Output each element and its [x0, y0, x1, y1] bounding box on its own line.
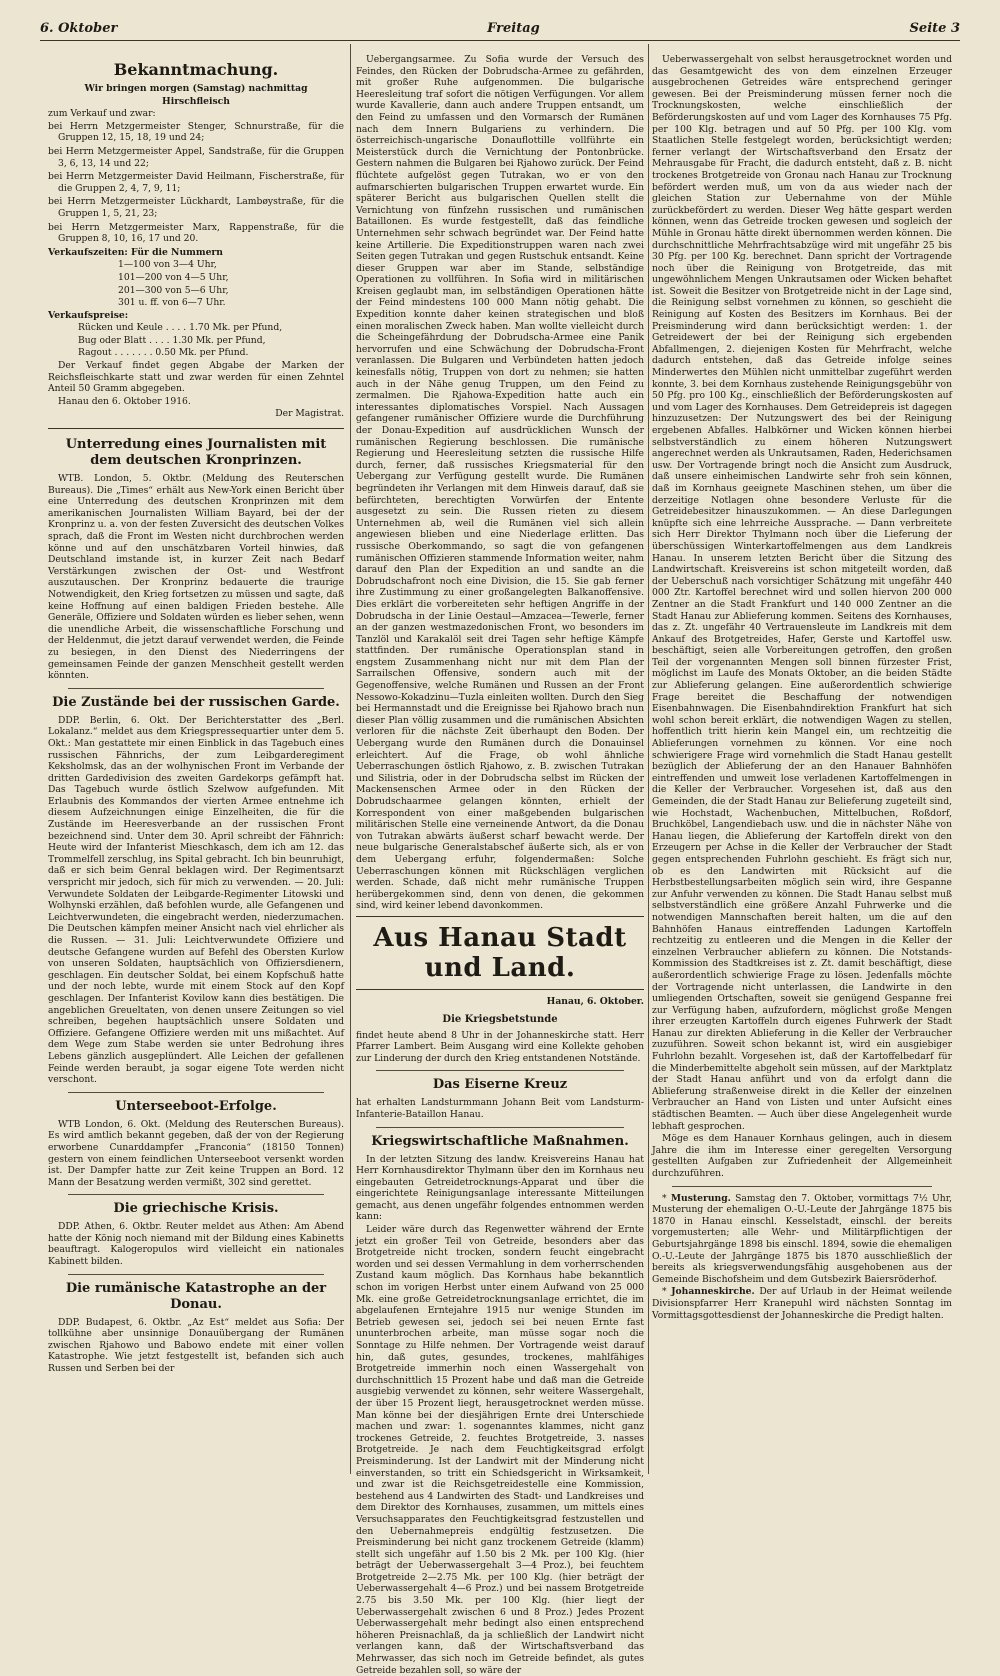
notice-signature: Der Magistrat. [275, 408, 344, 420]
notice-item-text: Der auf Urlaub in der Heimat weilende Divisionspfarrer Herr Kranepuhl wird nächsten Sonntag im Vormittagsgottesdienst der Johanneskirche die Predigt halten. [652, 1286, 952, 1321]
article-closing: Möge es dem Hanauer Kornhaus gelingen, auch in diesem Jahre die ihm im Interesse einer geregelten Versorgung gestellten Aufgaben zur Zufriedenheit der Allgemeinheit durchzuführen. [652, 1133, 952, 1179]
notice-lead: Wir bringen morgen (Samstag) nachmittag [84, 83, 308, 94]
article-body: findet heute abend 8 Uhr in der Johanneskirche statt. Herr Pfarrer Lambert. Beim Ausgang wird eine Kollekte gehoben zur Linderung der durch den Krieg entstandenen Notstände. [356, 1029, 644, 1064]
notice-date: Hanau den 6. Oktober 1916. [58, 395, 191, 407]
section-divider [68, 688, 324, 689]
notice-title: Bekanntmachung. [113, 60, 279, 79]
article-body: In der letzten Sitzung des landw. Kreisvereins Hanau hat Herr Kornhausdirektor Thylmann über den im Kornhaus neu eingebauten Getreidetrocknungs-Apparat und über die eingerichtete Reinigungsanlage interessante Mitteilungen gemacht, aus denen ungefähr folgendes entnommen werden kann: [356, 1153, 644, 1223]
price-line: Bug oder Blatt . . . . 1.30 Mk. per Pfund, [78, 334, 266, 346]
article-title: Die rumänische Katastrophe an der Donau. [65, 1280, 327, 1312]
notice-item-text: Samstag den 7. Oktober, vormittags 7½ Uhr, Musterung der ehemaligen O.-U.-Leute der Jahrgänge 1875 bis 1870 in Hanau einschl. Kesselstadt, einschl. der bereits vorgemusterten; alle Wehr- und Militärpflichtigen der Geburtsjahrgänge 1898 bis einschl. 1894, sowie die ehemaligen O.-U.-Leute der Jahrgänge 1875 bis 1870 ausschließlich der bereits als kriegsverwendungsfähig ausgehobenen aus der Gemeinde Bischofsheim und dem Gutsbezirk Baiersröderhof. [652, 1192, 953, 1285]
article-body: WTB. London, 5. Oktbr. (Meldung des Reuterschen Bureaus). Die „Times“ erhält aus New-York einen Bericht über eine Unterredung des deutschen Kronprinzen mit dem amerikanischen Journalisten William Bayard, bei der der Kronprinz u. a. von der festen Zuversicht des deutschen Volkes sprach, daß die Front im Westen nicht durchbrochen werden könne und auf den unschätzbaren Vorteil hinwies, daß Deutschland imstande ist, in kurzer Zeit nach Bedarf Verstärkungen zwischen der Ost- und Westfront auszutauschen. Der Kronprinz bedauerte die traurige Notwendigkeit, den Krieg fortsetzen zu müssen und sagte, daß keine Hoffnung auf einen baldigen Frieden bestehe. Alle Generäle, Offiziere und Soldaten würden es lieber sehen, wenn die unendliche Arbeit, die wissenschaftliche Forschung und der Heldenmut, die jetzt darauf verwendet werden, die Feinde zu besiegen, in den Dienst des Niederringens der gemeinsamen Feinde der ganzen Menschheit gestellt werden könnten. [48, 473, 344, 682]
notice-closing: Der Verkauf findet gegen Abgabe der Marken der Reichsfleischkarte statt und zwar werden für einen Zehntel Anteil 50 Gramm abgegeben. [48, 360, 344, 395]
seller-entry: bei Herrn Metzgermeister David Heilmann, Fischerstraße, für die Gruppen 2, 4, 7, 9, 11; [48, 171, 344, 194]
notice-intro: zum Verkauf und zwar: [48, 108, 156, 120]
seller-entry: bei Herrn Metzgermeister Marx, Rappenstraße, für die Gruppen 8, 10, 16, 17 und 20. [48, 221, 344, 245]
article-body: DDP. Athen, 6. Oktbr. Reuter meldet aus Athen: Am Abend hatte der König noch niemand mit der Bildung eines Kabinetts beauftragt. Kalogeropulos wird vielleicht ein nationales Kabinett bilden. [48, 1221, 344, 1268]
header-rule [40, 40, 960, 41]
column-3 [652, 54, 952, 1474]
section-divider [48, 428, 344, 429]
notice-item: * Johanneskirche. Der auf Urlaub in der Heimat weilende Divisionspfarrer Herr Kranepuhl wird nächsten Sonntag im Vormittagsgottesdienst der Johanneskirche die Predigt halten. [652, 1286, 952, 1321]
article-continuation: Ueberwassergehalt von selbst herausgetrocknet worden und das Gesamtgewicht des von dem einzelnen Erzeuger ausgebrochenen Getreides wäre entsprechend geringer gewesen. Bei der Preisminderung müssen ferner noch die Trocknungskosten, welche einschließlich der Beförderungskosten auf und vom Lager des Kornhauses 75 Pfg. per 100 Klg. betragen und auf 50 Pfg. per 100 Klg. vom Staatlichen Stelle festgelegt worden, berücksichtigt werden; ferner verlangt der Wirtschaftsverband den Ersatz der Mehrausgabe für Fracht, die dadurch entsteht, daß z. B. nicht trockenes Brotgetreide von Gronau nach Hanau zur Trocknung befördert werden muß, um von da aus wieder nach der gleichen Station zur Uebernahme von der Mühle zurückbefördert zu werden. Dieser Weg hätte gespart werden können, wenn das Getreide trocken gewesen und sogleich der Mühle in Gronau hätte direkt übernommen werden können. Die durchschnittliche Mehrfrachtsabzüge wird mit ungefähr 25 bis 30 Pfg. per 100 Kg. berechnet. Dann spricht der Vortragende noch über die Reinigung von Brotgetreide, das mit ungewöhnlichem Mengen Unkrautsamen oder Wicken behaftet ist. Soweit die Besitzer von Brotgetreide nicht in der Lage sind, die Reinigung selbst vornehmen zu können, so geschieht die Reinigung auf Kosten des Besitzers im Kornhaus. Bei der Preisminderung wird dann berücksichtigt werden: 1. der Getreidewert der bei der Reinigung sich ergebenden Abfallmengen, 2. diejenigen Kosten für Mehrfracht, welche dadurch entstehen, daß das Getreide infolge seines Minderwertes den Mühlen nicht unmittelbar zugeführt werden konnte, 3. bei dem Kornhaus zustehende Reinigungsgebühr von 50 Pfg. pro 100 Kg., einschließlich der Beförderungskosten auf und vom Lager des Kornhauses. Dem Getreidepreis ist dagegen hinzuzusetzen: Der Nutzungswert des bei der Reinigung ergebenen Abfalles. Halbkörner und Wicken können hierbei selbstverständlich zu einem höheren Nutzungswert angerechnet werden als Unkrautsamen, Raden, Hederichsamen usw. Der Vortragende bringt noch die Ansicht zum Ausdruck, daß unsere einheimischen Landwirte sehr froh sein können, daß im Kornhaus geeignete Maschinen stehen, um über die derzeitige Notlagen ohne besondere Verluste für die Getreidebesitzer hinauszukommen. — An diese Darlegungen knüpfte sich eine lehrreiche Aussprache. — Dann verbreitete sich Herr Direktor Thylmann noch über die Lieferung der überschüssigen Winterkartoffelmengen aus dem Landkreis Hanau. In unserem letzten Bericht über die Sitzung des Landwirtschaft. Kreisvereins ist schon mitgeteilt worden, daß der Ueberschuß nach vorsichtiger Schätzung mit ungefähr 440 000 Ztr. Kartoffel berechnet wird und sollen hiervon 200 000 Zentner an die Stadt Frankfurt und 140 000 Zentner an die Stadt Hanau zur Ablieferung kommen. Seitens des Kornhauses, das z. Zt. ungefähr 40 Vertrauensleute im Landkreis mit dem Ankauf des Brotgetreides, Hafer, Gerste und Kartoffel usw. beschäftigt, seien alle Vorbereitungen getroffen, den großen Teil der vorgenannten Mengen soll binnen fürzester Frist, möglichst im Laufe des Monats Oktober, an die beiden Städte zur Ablieferung gelangen. Eine außerordentlich schwierige Frage bereitet die Beschaffung der notwendigen Eisenbahnwagen. Die Eisenbahndirektion Frankfurt hat sich wohl schon bereit erklärt, die notwendigen Wagen zu stellen, hoffentlich tritt hierin kein Mangel ein, um rechtzeitig die Ablieferungen vornehmen zu können. Vor eine noch schwierigere Frage wird vornehmlich die Stadt Hanau gestellt bezüglich der Ablieferung der an den Hanauer Bahnhöfen eintreffenden und umweit lose verladenen Kartoffelmengen in die Keller der Verbraucher. Vorgesehen ist, daß aus den Gemeinden, die der Stadt Hanau zur Belieferung zugeteilt sind, wie Hochstadt, Wachenbuchen, Mittelbuchen, Roßdorf, Bruchköbel, Langendiebach usw. und die in nächster Nähe von Hanau liegen, die Ablieferung der Kartoffeln direkt von den Erzeugern per Achse in die Keller der Verbraucher der Stadt gegen entsprechenden Fuhrlohn geschieht. Es frägt sich nur, ob es den Landwirten mit Rücksicht auf die Herbstbestellungsarbeiten möglich sein wird, ihre Gespanne zur Anfuhr verwenden zu können. Die Stadt Hanau selbst muß selbstverständlich eine größere Anzahl Fuhrwerke und die notwendigen Mannschaften bereit halten, um die auf den Bahnhöfen Hanaus eintreffenden Ladungen Kartoffeln rechtzeitig zu entleeren und die Mengen in die Keller der einzelnen Verbraucher abliefern zu können. Die Notstands-Kommission des Stadtkreises ist z. Zt. damit beschäftigt, diese außerordentlich schwierige Frage zu lösen. Jedenfalls möchte der Vortragende nicht unterlassen, die Landwirte in den umliegenden Ortschaften, soweit sie genügend Gespanne frei zur Verfügung haben, aufzufordern, möglichst große Mengen ihrer erzeugten Kartoffeln durch eigenes Fuhrwerk der Stadt Hanau zur direkten Ablieferung in die Keller der Verbraucher zuzuführen. Soweit schon bekannt ist, wird ein ausgiebiger Fuhrlohn bezahlt. Vorgesehen ist, daß der Kartoffelbedarf für die Minderbemittelte abgeholt sein müssen, auf der Marktplatz der Stadt Hanau anführt und von da erfolgt dann die Ablieferung straßenweise direkt in die Keller der einzelnen Verbraucher an Hand von Listen und unter Aufsicht eines städtischen Beamten. — Auch über diese Angelegenheit wurde lebhaft gesprochen. [652, 54, 952, 1132]
notice-product: Hirschfleisch [162, 95, 230, 107]
notice-item-title: Musterung. [670, 1192, 731, 1204]
section-divider [672, 1186, 932, 1187]
notice-item: * Musterung. Samstag den 7. Oktober, vormittags 7½ Uhr, Musterung der ehemaligen O.-U.-Leute der Jahrgänge 1875 bis 1870 in Hanau einschl. Kesselstadt, einschl. der bereits vorgemusterten; alle Wehr- und Militärpflichtigen der Geburtsjahrgänge 1898 bis einschl. 1894, sowie die ehemaligen O.-U.-Leute der Jahrgänge 1875 bis 1870 ausschließlich der bereits als kriegsverwendungsfähig ausgehobenen aus der Gemeinde Bischofsheim und dem Gutsbezirk Baiersröderhof. [652, 1192, 953, 1285]
article-title: Unterredung eines Journalisten mit dem deutschen Kronprinzen. [65, 437, 327, 469]
article-title: Das Eiserne Kreuz [432, 1077, 568, 1093]
local-news-banner [356, 916, 644, 990]
price-line: Ragout . . . . . . . 0.50 Mk. per Pfund. [78, 347, 249, 359]
seller-entry: bei Herrn Metzgermeister Lückhardt, Lambøystraße, für die Gruppen 1, 5, 21, 23; [48, 196, 344, 219]
column-2 [356, 54, 644, 1676]
section-divider [68, 1092, 324, 1093]
section-divider [376, 1070, 624, 1071]
prices-heading: Verkaufspreise: [48, 309, 129, 321]
bekanntmachung-notice [48, 60, 344, 420]
header-date: 6. Oktober [40, 21, 118, 36]
article-title: Die Zustände bei der russischen Garde. [52, 694, 340, 710]
section-divider [68, 1274, 324, 1275]
sale-time: 201—300 von 5—6 Uhr, [118, 284, 229, 296]
article-body: Leider wäre durch das Regenwetter während der Ernte jetzt ein großer Teil von Getreide, besonders aber das Brotgetreide nicht trocken, sondern feucht eingebracht worden und sei dessen Vermahlung in dem vorherrschenden Zustand kaum möglich. Das Kornhaus habe bekanntlich schon im vorigen Herbst unter einem Aufwand von 25 000 Mk. eine große Getreidetrocknungsanlage errichtet, die im abgelaufenen Erntejahre 1915 nur wenige Stunden im Betrieb gewesen sei, jedoch sei bei neuen Ernte fast ununterbrochen arbeite, man müsse sogar noch die Sonntage zu Hilfe nehmen. Der Vortragende weist darauf hin, daß gutes, gesundes, trockenes, mahlfähiges Brotgetreide immerhin noch einen Wassergehalt von durchschnittlich 15 Prozent habe und daß man die Getreide ausgiebig verwendet zu können, sehr weitere Wassergehalt, der über 15 Prozent liegt, herausgetrocknet werden müsse. Man könne bei der diesjährigen Ernte drei Unterschiede machen und zwar: 1. sogenanntes klammes, nicht ganz trockenes Getreide, 2. feuchtes Brotgetreide, 3. nasses Brotgetreide. Je nach dem Feuchtigkeitsgrad erfolgt Preisminderung. Ist der Landwirt mit der Minderung nicht einverstanden, so tritt ein Schiedsgericht in Wirksamkeit, und zwar ist die Reichsgetreidestelle eine Kommission, bestehend aus 4 Landwirten des Stadt- und Landkreises und dem Direktor des Kornhauses, zusammen, um mittels eines Versuchsapparates den Feuchtigkeitsgrad festzustellen und den Uebernahmepreis endgültig festzusetzen. Die Preisminderung bei nicht ganz trockenem Getreide (klamm) stellt sich ungefähr auf 1.50 bis 2 Mk. per 100 Klg. (hier beträgt der Ueberwassergehalt 3—4 Proz.), bei feuchtem Brotgetreide 2—2.75 Mk. per 100 Klg. (hier beträgt der Ueberwassergehalt 4—6 Proz.) und bei nassem Brotgetreide 2.75 bis 3.50 Mk. per 100 Klg. (hier liegt der Ueberwassergehalt zwischen 6 und 8 Proz.) Jedes Prozent Ueberwassergehalt mehr bedingt also einen entsprechend höheren Preisnachlaß, da ja schließlich der Landwirt nicht verlangen kann, daß der Wirtschaftsverband das Mehrwasser, das sich noch im Getreide befindet, als gutes Getreide bezahlen soll, so wäre der [356, 1224, 644, 1676]
seller-entry: bei Herrn Metzgermeister Appel, Sandstraße, für die Gruppen 3, 6, 13, 14 und 22; [48, 145, 344, 169]
section-divider [68, 1194, 324, 1195]
header-weekday: Freitag [487, 21, 540, 36]
article-title: Die Kriegsbetstunde [442, 1013, 558, 1025]
sale-time: 101—200 von 4—5 Uhr, [118, 271, 229, 283]
column-rule-2 [648, 44, 649, 1474]
article-body: hat erhalten Landsturmmann Johann Beit vom Landsturm-Infanterie-Bataillon Hanau. [356, 1097, 644, 1120]
article-body: WTB London, 6. Okt. (Meldung des Reuterschen Bureaus). Es wird amtlich bekannt gegeben, daß der von der Regierung erworbene Cunarddampfer „Franconia“ (18150 Tonnen) gestern von einem feindlichen Unterseeboot versenkt worden ist. Der Dampfer hatte zur Zeit keine Truppen an Bord. 12 Mann der Besatzung werden vermißt, 302 sind gerettet. [48, 1118, 344, 1188]
sale-times-heading: Verkaufszeiten: Für die Nummern [48, 246, 223, 258]
dateline: Hanau, 6. Oktober. [546, 995, 644, 1007]
seller-entry: bei Herrn Metzgermeister Stenger, Schnurstraße, für die Gruppen 12, 15, 18, 19 und 24; [48, 120, 344, 144]
header-page-number: Seite 3 [909, 21, 960, 36]
local-news-title: Aus Hanau Stadt und Land. [373, 922, 627, 983]
price-line: Rücken und Keule . . . . 1.70 Mk. per Pfund, [78, 322, 283, 334]
article-title: Kriegswirtschaftliche Maßnahmen. [371, 1133, 629, 1149]
section-divider [376, 1127, 624, 1128]
article-title: Die griechische Krisis. [113, 1201, 279, 1217]
article-continuation: Uebergangsarmee. Zu Sofia wurde der Versuch des Feindes, den Rücken der Dobrudscha-Armee zu gefährden, mit großer Ruhe aufgenommen. Die bulgarische Heeresleitung traf sofort die nötigen Verfügungen. Vor allem wurde Kavallerie, dann auch andere Truppen entsandt, um den Feind zu umfassen und den Vormarsch der Rumänen nach dem Innern Bulgariens zu verhindern. Die österreichisch-ungarische Donauflottille vollführte ein Meisterstück durch die Vernichtung der Pontonbrücke. Gestern nahmen die Bulgaren bei Rjahowo zurück. Der Feind flüchtete aufgelöst gegen Tutrakan, wo er von den aufmarschierten bulgarischen Truppen erwartet wurde. Ein späterer Bericht aus bulgarischen Quellen stellt die Vernichtung von fünfzehn russischen und rumänischen Bataillonen. Es wurde festgestellt, daß das feindliche Unternehmen sehr schwach begründet war. Der Feind hatte keine Artillerie. Die Expeditionstruppen waren nach zwei Seiten gegen Tutrakan und gegen Rustschuk entsandt. Keine dieser Gruppen war aber im Stande, selbständige Operationen zu vollführen. In Sofia wird in militärischen Kreisen geglaubt man, im selbständigen Operationen hätte der Feind mindestens 100 000 Mann nötig gehabt. Die Expedition konnte daher keinen strategischen und bloß einen moralischen Zweck haben. Man wollte vielleicht durch die Scheingefährdung der Dobrudscha-Armee eine Panik hervorrufen und eine Schwächung der Dobrudscha-Front veranlassen. Die Bulgaren und Verbündeten hatten jedoch keinesfalls nötig, Truppen von dort zu nehmen; sie hatten auch in der Nähe genug Truppen, um den Feind zu zermalmen. Die Rjahowa-Expedition hatte auch ein interessantes diplomatisches Vorspiel. Nach Aussagen gefangener rumänischer Offiziere wurde die Durchführung der Donau-Expedition auf ausdrücklichen Wunsch der rumänischen Regierung beschlossen. Die rumänische Regierung und Heeresleitung setzten die russische Hilfe durch, ferner, daß russisches Kriegsmaterial für den Uebergang zur Verfügung gestellt wurde. Die Rumänen begründeten ihr Verlangen mit dem Hinweis darauf, daß sie befürchteten, berechtigten Vorwürfen der Entente ausgesetzt zu sein. Die Russen rieten zu diesem Unternehmen ab, weil die Rumänen viel sich allein angewiesen blieben und eine Niederlage erlitten. Das russische Oberkommando, so sagt die von gefangenen rumänischen Offizieren stammende Information weiter, nahm darauf den Plan der Expedition an und sandte an die Dobrudschafront noch eine Division, die 15. Sie gab ferner ihre Zustimmung zu einer großangelegten Balkanoffensive. Dies erklärt die vorbereiteten sehr heftigen Angriffe in der Dobrudscha in der Linie Oestaul—Amzacea—Tewerle, ferner an der ganzen westmazedonischen Front, wo besonders im Tanzlöl und Karakalöl seit drei Tagen sehr heftige Kämpfe stattfinden. Der rumänische Operationsplan stand in engstem Zusammenhang nicht nur mit dem Plan der Sarrailschen Offensive, sondern auch mit der Gegenoffensive, welche Rumänen und Russen an der Front Nessowo-Kokadzinu—Tuzla einleiten wollten. Durch den Sieg bei Hermannstadt und die Ereignisse bei Rjahowo brach nun dieser Plan völlig zusammen und die rumänischen Absichten verloren für die nächste Zeit überhaupt den Boden. Der Uebergang wurde den Rumänen durch die Donauinsel erleichtert. Auf die Frage, ob wohl ähnliche Ueberraschungen östlich Rjahowo, z. B. zwischen Tutrakan und Silistria, oder in der Dobrudscha selbst im Rücken der Mackensenschen Armee oder in den Rücken der Dobrudschaarmee gelangen könnten, erhielt der Korrespondent von einer maßgebenden bulgarischen militärischen Stelle eine verneinende Antwort, da die Donau von Tutrakan abwärts äußerst scharf bewacht werde. Der neue bulgarische Generalstabschef äußerte sich, als er von dem Uebergang erfuhr, folgendermaßen: Solche Ueberraschungen können mit Rückschlägen verglichen werden. Schade, daß nicht mehr rumänische Truppen herübergekommen sind, denn von denen, die gekommen sind, wird keiner lebend davonkommen. [356, 54, 644, 912]
notice-item-title: Johanneskirche. [671, 1286, 755, 1298]
article-title: Unterseeboot-Erfolge. [115, 1098, 277, 1114]
running-header [40, 14, 960, 36]
sale-time: 301 u. ff. von 6—7 Uhr. [118, 297, 226, 309]
sale-time: 1—100 von 3—4 Uhr, [118, 259, 217, 271]
column-rule-1 [350, 44, 351, 1474]
column-1 [48, 54, 344, 1474]
article-body: DDP. Budapest, 6. Oktbr. „Az Est“ meldet aus Sofia: Der tollkühne aber unsinnige Donauübergang der Rumänen zwischen Rjahowo und Babowo endete mit einer vollen Katastrophe. Wie jetzt festgestellt ist, befanden sich auch Russen und Serben bei der [48, 1316, 344, 1375]
article-body: DDP. Berlin, 6. Okt. Der Berichterstatter des „Berl. Lokalanz.“ meldet aus dem Kriegspressequartier unter dem 5. Okt.: Man gestattete mir einen Einblick in das Tagebuch eines russischen Fähnrichs, der zum Leibgarderegiment Keksholmsk, das an der wolhynischen Front im Verbande der dritten Gardedivision des zweiten Gardekorps gefämpft hat. Das Tagebuch wurde östlich Szelwow aufgefunden. Mit Erlaubnis des Kommandos der vierten Armee entnehme ich diesem Aufzeichnungen einige Einzelheiten, die für die Zustände im Heeresverbande an der russischen Front bezeichnend sind. Unter dem 30. April schreibt der Fähnrich: Heute wird der Infanterist Mieschkasch, dem ich am 12. das Trommelfell zerschlug, ins Spital gebracht. Ich bin beunruhigt, daß er sich beim Genral beklagen wird. Der Regimentsarzt verspricht mir jedoch, sich für mich zu verwenden. — 20. Juli: Verwundete Soldaten der Leibgarde-Regimenter Litowski und Wolhynski erzählen, daß befohlen wurde, alle Gefangenen und Leichtverwundeten, die eingebracht werden, niederzumachen. Die Deutschen kämpfen meiner Ansicht nach viel ehrlicher als die Russen. — 31. Juli: Leichtverwundete Offiziere und deutsche Gefangene wurden auf Befehl des Obersten Kurlow von unseren Soldaten, hauptsächlich von Offiziersdienern, geschlagen. Ein deutscher Soldat, bei einem Kopfschuß hatte und der noch lebte, wurde mit einem Stock auf den Kopf geschlagen. Der Infanterist Kovilow kann dies bestätigen. Die angeblichen Greueltaten, von denen unsere Zeitungen so viel schreiben, begehen hauptsächlich unsere Soldaten und Offiziere. Gefangene Offiziere werden mit uns mißachtet. Auf dem Wege zum Stabe werden sie unter Bedrohung ihres Lebens gänzlich ausgeplündert. Alle Leichen der gefallenen Feinde werden beraubt, ja sogar eigene Tote werden nicht verschont. [48, 714, 344, 1086]
